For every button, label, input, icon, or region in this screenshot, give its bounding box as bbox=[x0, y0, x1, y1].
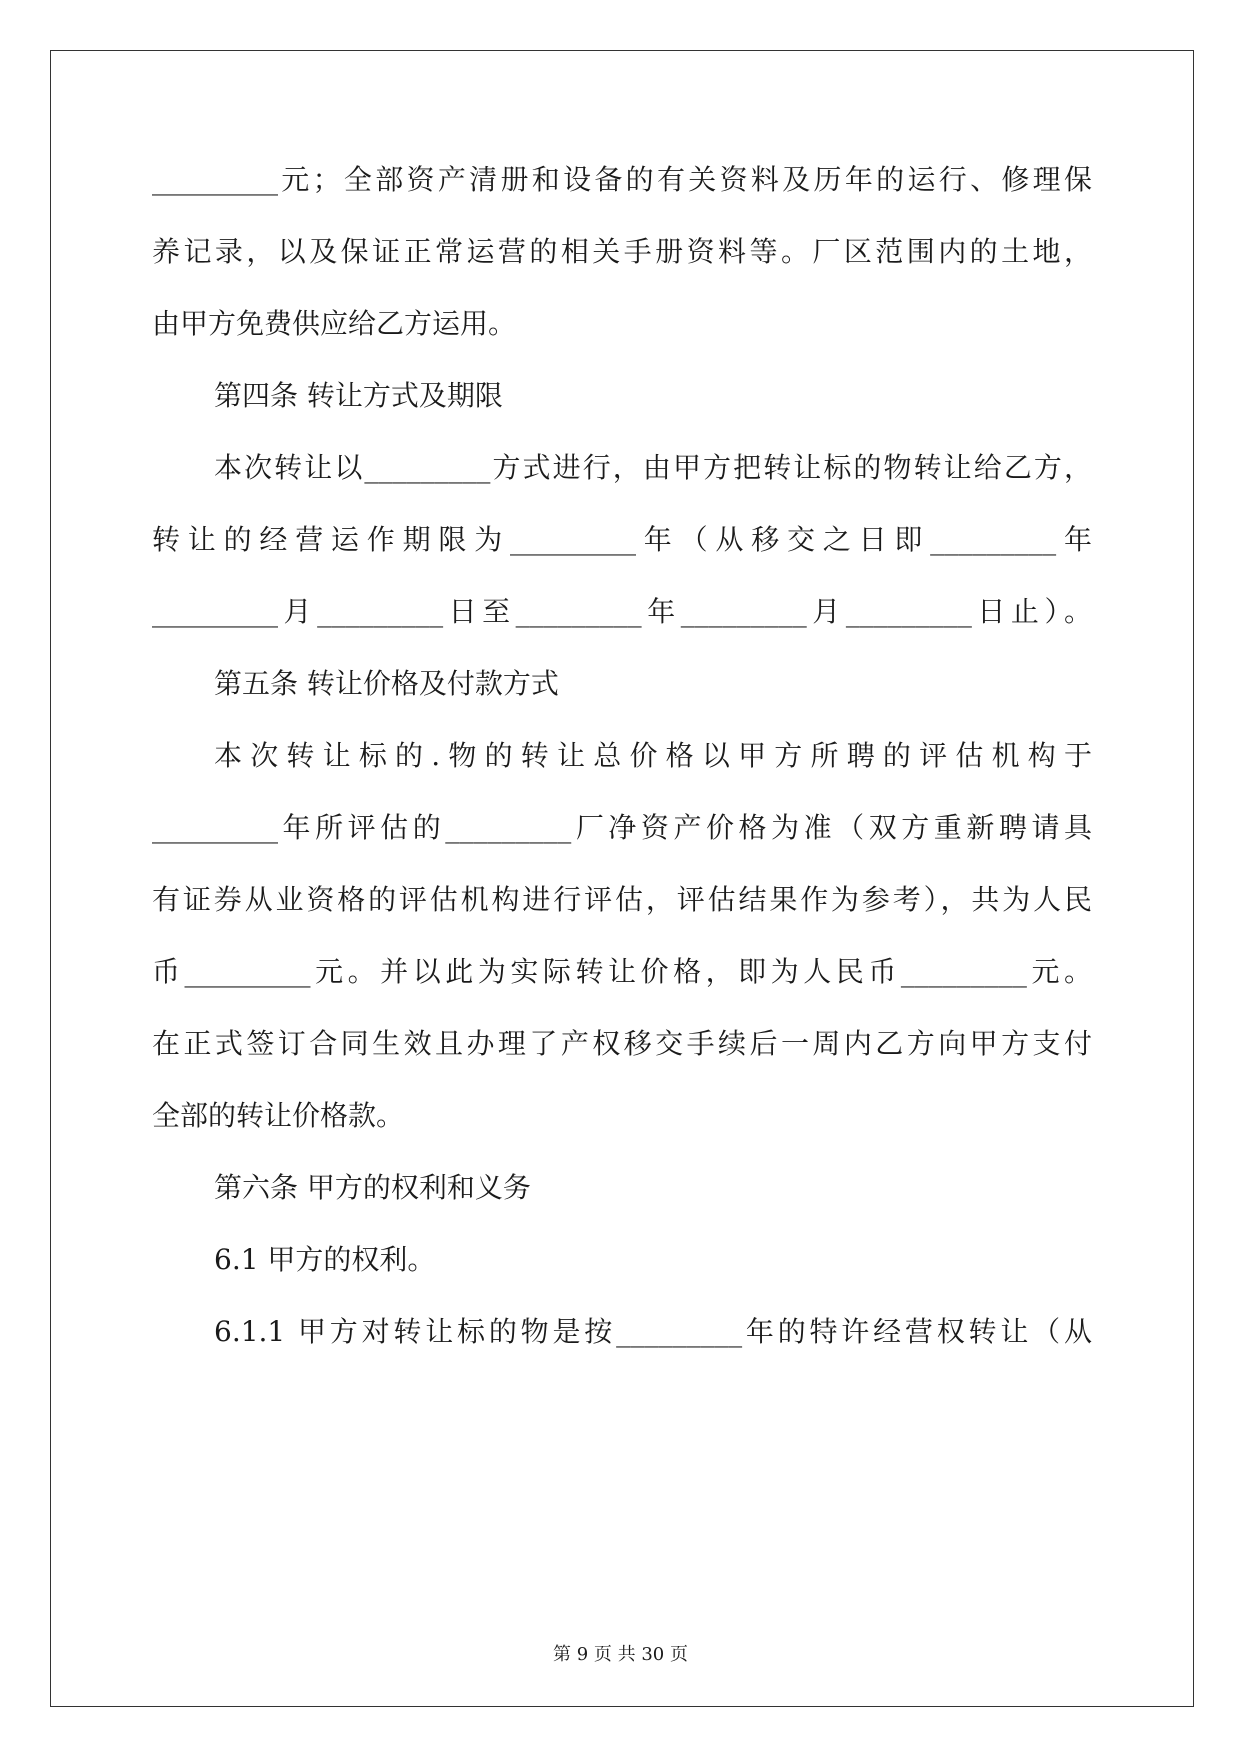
text-line-9: 本次转让标的.物的转让总价格以甲方所聘的评估机构于 bbox=[214, 739, 1092, 772]
text-line-11: 有证券从业资格的评估机构进行评估，评估结果作为参考），共为人民 bbox=[152, 883, 1092, 916]
page-footer: 第 9 页 共 30 页 bbox=[553, 1644, 688, 1665]
text-line-13: 在正式签订合同生效且办理了产权移交手续后一周内乙方向甲方支付 bbox=[152, 1027, 1092, 1060]
text-line-6: 转让的经营运作期限为_________年（从移交之日即_________年 bbox=[152, 523, 1092, 556]
text-line-14: 全部的转让价格款。 bbox=[152, 1099, 405, 1132]
text-line-3: 由甲方免费供应给乙方运用。 bbox=[152, 307, 517, 340]
section-heading-6: 第六条 甲方的权利和义务 bbox=[214, 1171, 531, 1204]
text-line-12: 币_________元。并以此为实际转让价格，即为人民币_________元。 bbox=[152, 955, 1092, 988]
text-line-2: 养记录，以及保证正常运营的相关手册资料等。厂区范围内的土地， bbox=[152, 235, 1092, 268]
page-border bbox=[50, 50, 1194, 1707]
section-heading-5: 第五条 转让价格及付款方式 bbox=[214, 667, 559, 700]
text-line-5: 本次转让以_________方式进行，由甲方把转让标的物转让给乙方， bbox=[214, 451, 1092, 484]
text-line-7: _________月_________日至_________年_________月_________日止）。 bbox=[152, 595, 1092, 628]
text-line-1: _________元；全部资产清册和设备的有关资料及历年的运行、修理保 bbox=[152, 163, 1092, 196]
subsection-heading-6-1: 6.1 甲方的权利。 bbox=[214, 1243, 436, 1276]
text-line-17: 6.1.1 甲方对转让标的物是按_________年的特许经营权转让（从 bbox=[214, 1315, 1092, 1348]
text-line-10: _________年所评估的_________厂净资产价格为准（双方重新聘请具 bbox=[152, 811, 1092, 844]
section-heading-4: 第四条 转让方式及期限 bbox=[214, 379, 503, 412]
